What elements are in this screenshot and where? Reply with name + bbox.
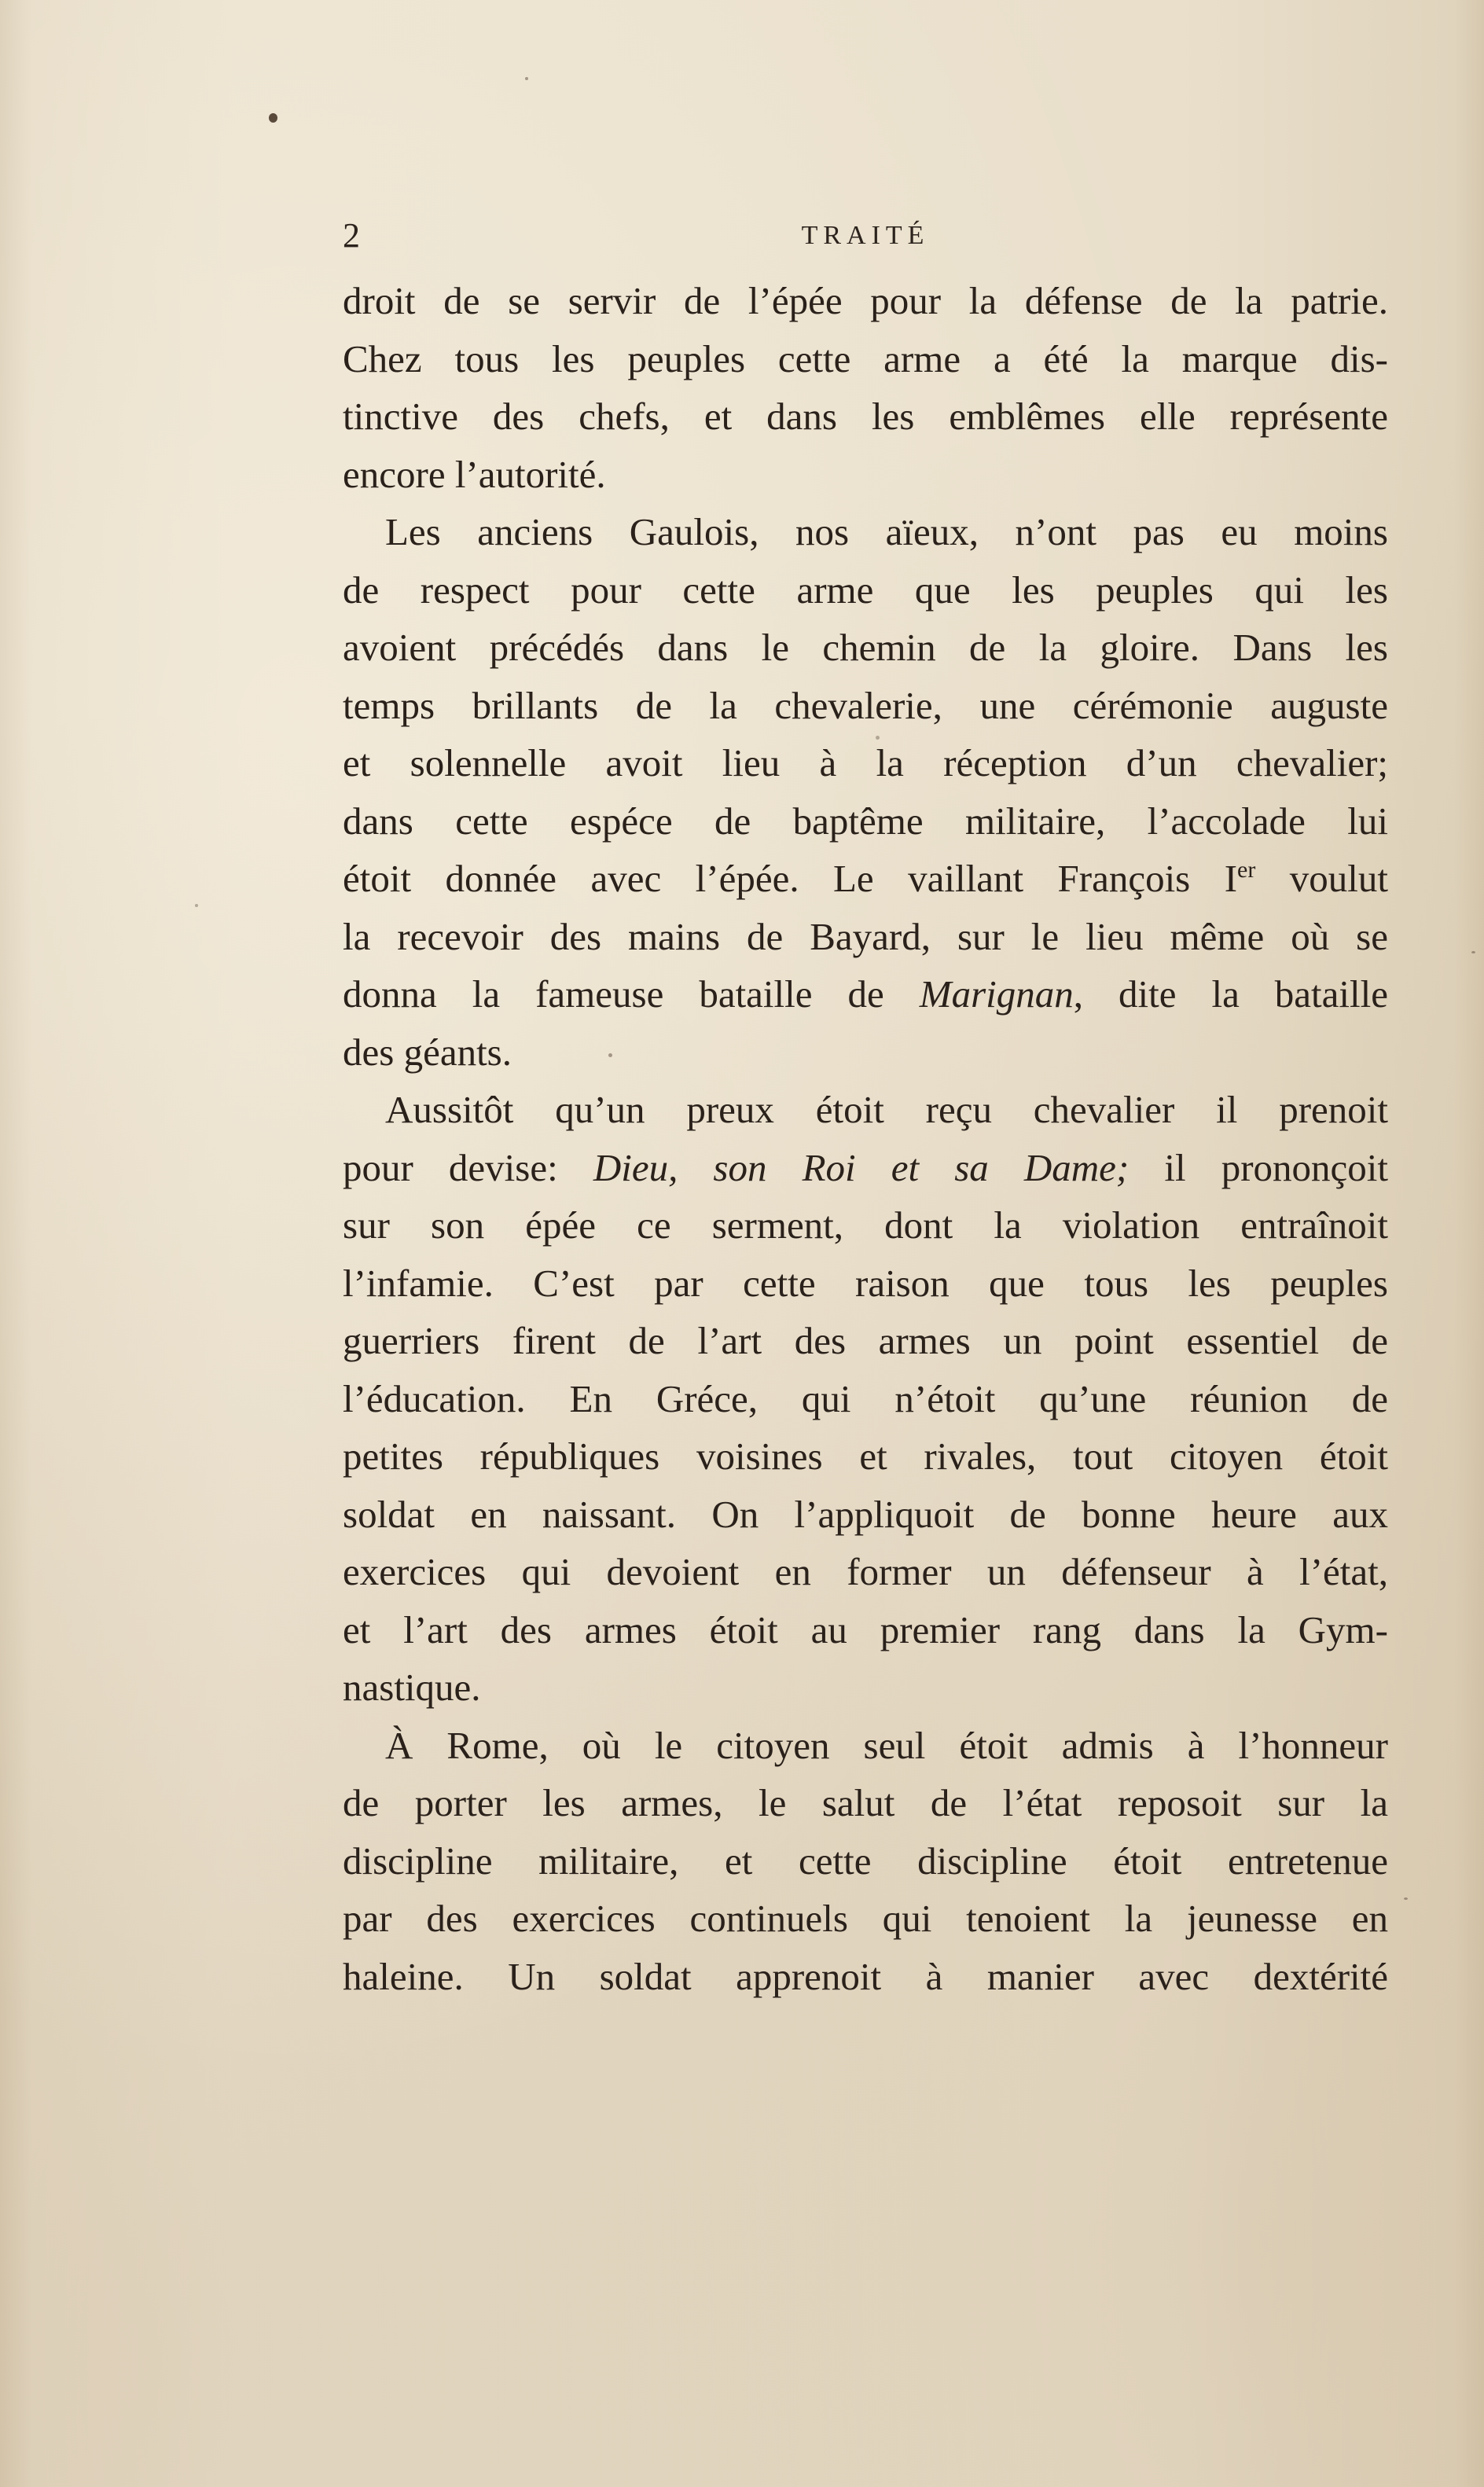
text-line: et solennelle avoit lieu à la réception d’un chevalier; xyxy=(343,741,1388,784)
ink-speck xyxy=(1471,951,1475,953)
text-line: tinctive des chefs, et dans les emblêmes elle représente xyxy=(343,395,1388,438)
text-line: sur son épée ce serment, dont la violation entraînoit xyxy=(343,1203,1388,1247)
text-line: soldat en naissant. On l’appliquoit de bonne heure aux xyxy=(343,1492,1388,1536)
text-line: petites républiques voisines et rivales, tout citoyen étoit xyxy=(343,1435,1388,1478)
text-line: dans cette espéce de baptême militaire, l’accolade lui xyxy=(343,799,1388,843)
ink-speck xyxy=(195,904,198,907)
text-line: temps brillants de la chevalerie, une cérémonie auguste xyxy=(343,683,1388,727)
text-line: avoient précédés dans le chemin de la gloire. Dans les xyxy=(343,626,1388,669)
text-line: et l’art des armes étoit au premier rang dans la Gym- xyxy=(343,1607,1388,1651)
superscript: er xyxy=(1237,857,1256,883)
text-line: encore l’autorité. xyxy=(343,452,606,496)
text-line: de respect pour cette arme que les peuples qui les xyxy=(343,568,1388,612)
ink-speck xyxy=(269,113,277,123)
text-segment: , dite la bataille xyxy=(1073,972,1388,1016)
text-line: la recevoir des mains de Bayard, sur le lieu même où se xyxy=(343,914,1388,958)
text-line: exercices qui devoient en former un défenseur à l’état, xyxy=(343,1550,1388,1593)
text-line: À Rome, où le citoyen seul étoit admis à l’honneur xyxy=(385,1723,1388,1767)
body-text xyxy=(343,272,1388,2005)
page-header xyxy=(343,212,1388,259)
text-line: des géants. xyxy=(343,1030,512,1074)
text-segment: voulut xyxy=(1255,857,1388,900)
italic-place-name: Marignan xyxy=(919,972,1074,1016)
text-segment: donna la fameuse bataille de xyxy=(343,972,920,1016)
text-segment: il prononçoit xyxy=(1129,1145,1388,1189)
text-line xyxy=(343,965,1388,1023)
text-segment: étoit donnée avec l’épée. Le vaillant François I xyxy=(343,857,1238,900)
text-line: l’infamie. C’est par cette raison que tous les peuples xyxy=(343,1261,1388,1305)
text-line: Aussitôt qu’un preux étoit reçu chevalier il prenoit xyxy=(385,1088,1388,1131)
text-line: haleine. Un soldat apprenoit à manier avec dextérité xyxy=(343,1954,1388,1998)
text-segment: pour devise: xyxy=(343,1145,593,1189)
text-line: de porter les armes, le salut de l’état reposoit sur la xyxy=(343,1781,1388,1824)
text-line: droit de se servir de l’épée pour la défense de la patrie. xyxy=(343,279,1388,322)
text-line: nastique. xyxy=(343,1666,481,1709)
running-title: TRAITÉ xyxy=(801,221,930,250)
text-line: discipline militaire, et cette discipline étoit entretenue xyxy=(343,1839,1388,1883)
text-line: Les anciens Gaulois, nos aïeux, n’ont pas eu moins xyxy=(385,510,1388,553)
text-line: par des exercices continuels qui tenoient la jeunesse en xyxy=(343,1897,1388,1940)
text-line: guerriers firent de l’art des armes un point essentiel de xyxy=(343,1319,1388,1362)
ink-speck xyxy=(1404,1897,1408,1900)
text-line: l’éducation. En Gréce, qui n’étoit qu’une réunion de xyxy=(343,1376,1388,1420)
italic-motto: Dieu, son Roi et sa Dame; xyxy=(593,1145,1130,1189)
text-line xyxy=(343,850,1388,908)
text-line: Chez tous les peuples cette arme a été la marque dis- xyxy=(343,336,1388,380)
text-line xyxy=(343,1139,1388,1197)
page-number: 2 xyxy=(343,216,360,255)
ink-speck xyxy=(525,77,528,80)
